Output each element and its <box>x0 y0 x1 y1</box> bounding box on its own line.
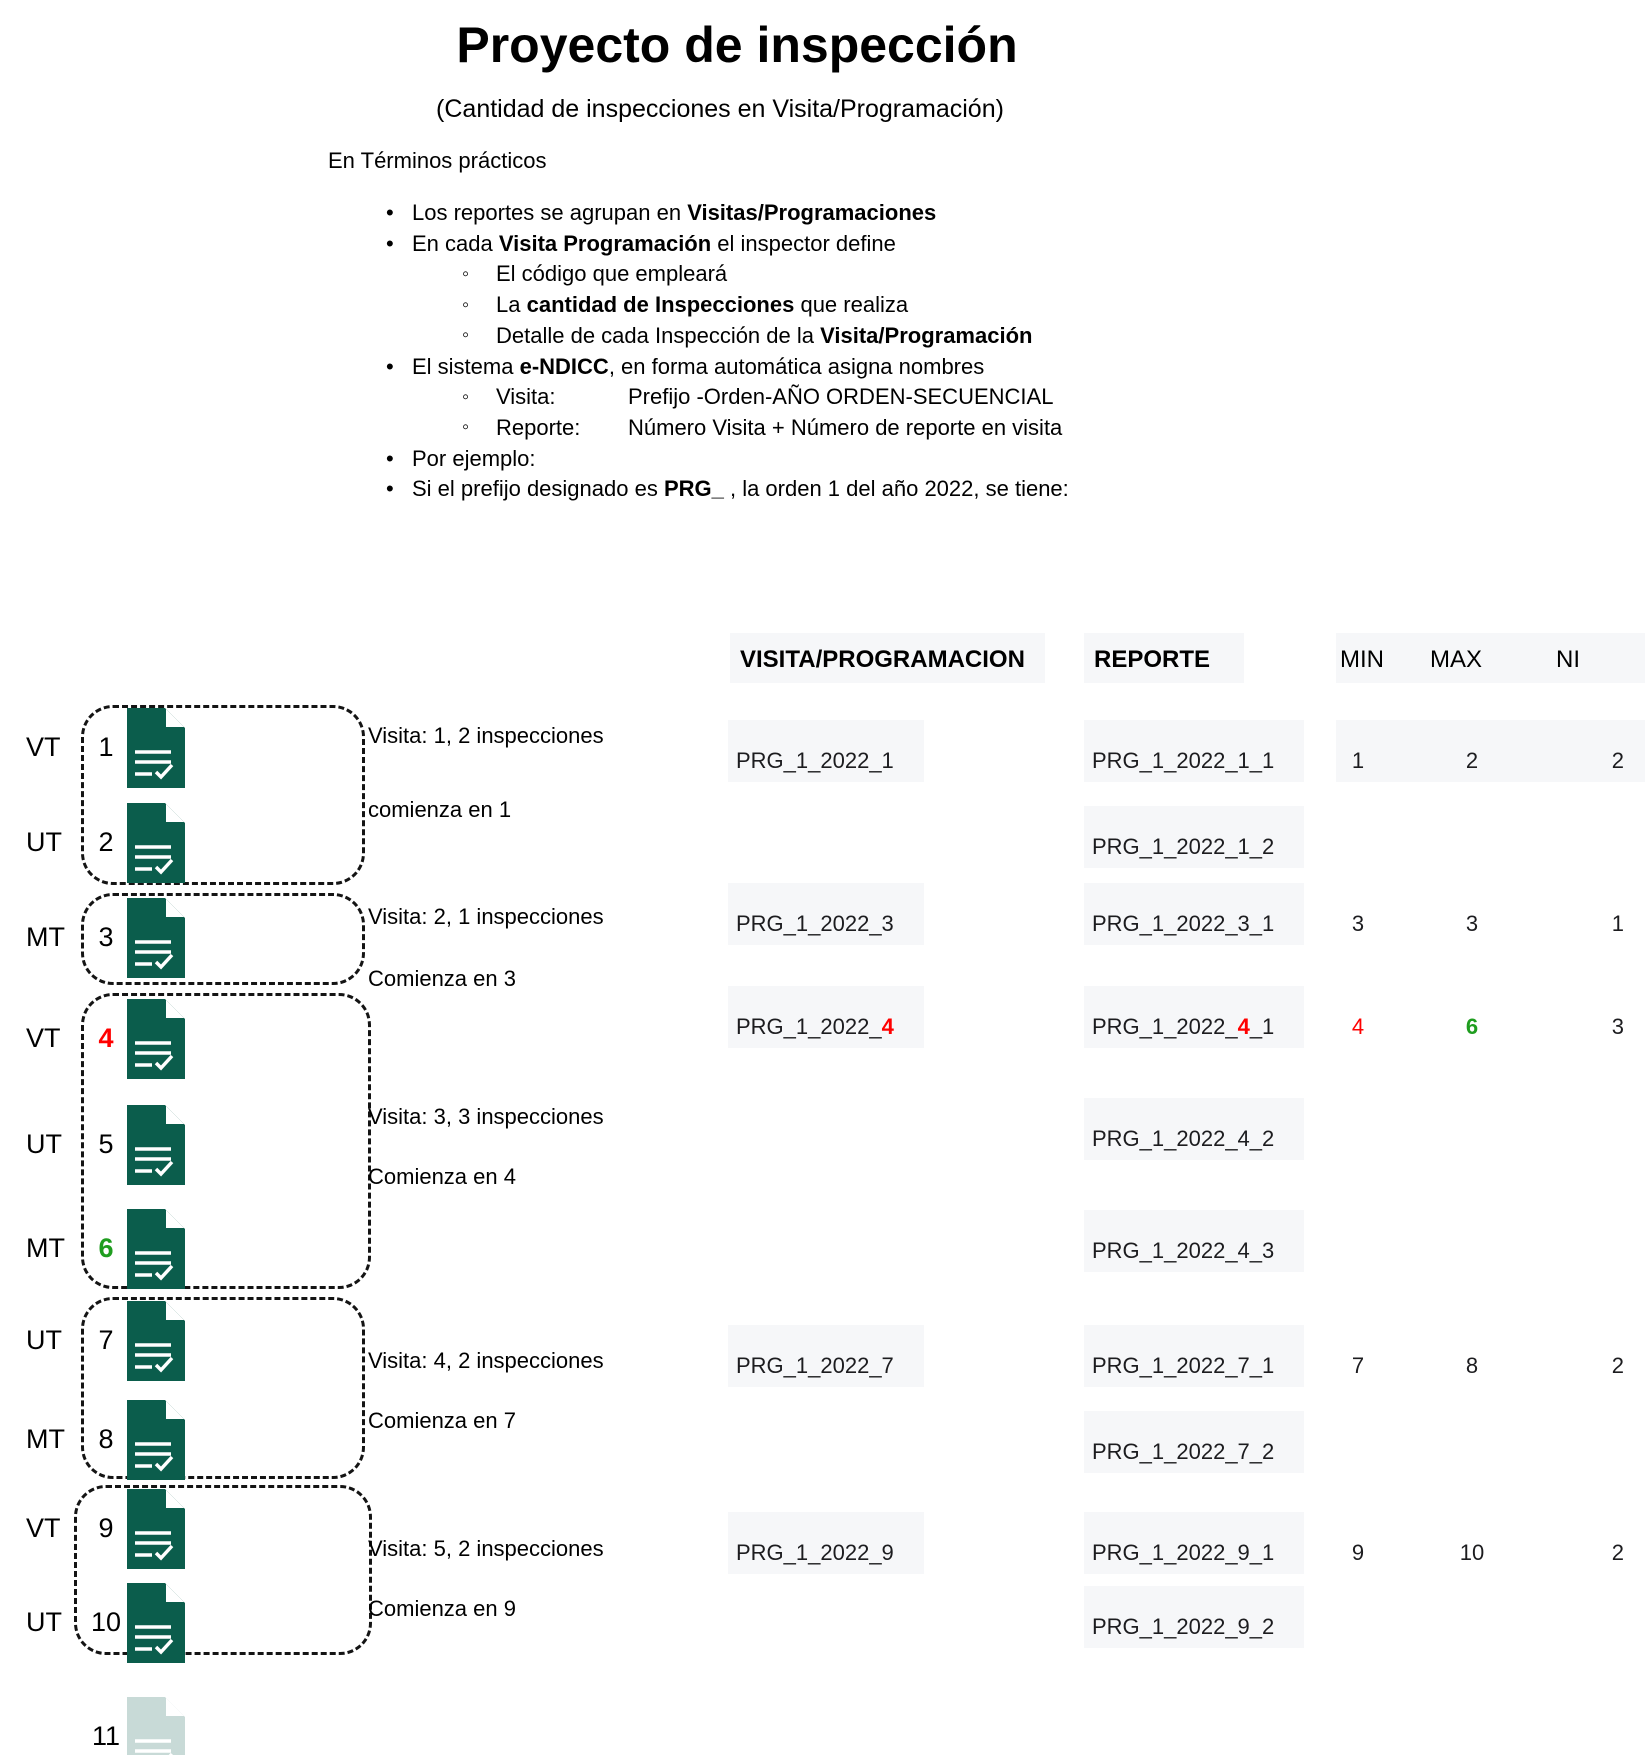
text-segment: Reporte: <box>496 414 581 440</box>
text-segment: PRG_1_2022_3 <box>736 911 894 936</box>
text-segment: PRG_1_2022_4_3 <box>1092 1238 1275 1263</box>
bullet-marker-icon: ◦ <box>462 262 470 285</box>
text-segment: PRG_1_2022_1_2 <box>1092 834 1275 859</box>
ni-value: 2 <box>1611 1540 1624 1565</box>
inspection-number: 1 <box>98 732 114 762</box>
comienza-description: Comienza en 7 <box>368 1408 516 1433</box>
min-value: 7 <box>1351 1353 1365 1378</box>
max-value: 2 <box>1465 748 1479 773</box>
comienza-description: Comienza en 3 <box>368 966 516 991</box>
text-segment: PRG_1_2022_7_2 <box>1092 1439 1275 1464</box>
page-subtitle: (Cantidad de inspecciones en Visita/Programación) <box>436 95 1004 123</box>
inspection-number: 6 <box>98 1233 114 1263</box>
bullet-item <box>386 198 936 228</box>
inspection-type-label: UT <box>26 1129 62 1159</box>
text-segment: Los reportes se agrupan en <box>412 200 688 225</box>
inspection-number: 2 <box>98 827 114 857</box>
bullet-marker-icon: ◦ <box>462 324 470 347</box>
text-segment: PRG_1_2022_9_1 <box>1092 1540 1275 1565</box>
text-segment: PRG_1_2022_ <box>1092 1014 1238 1039</box>
text-segment: Prefijo -Orden-AÑO ORDEN-SECUENCIAL <box>628 384 1054 410</box>
page-title: Proyecto de inspección <box>456 17 1018 73</box>
text-segment: Detalle de cada Inspección de la <box>496 322 821 348</box>
inspection-type-label: VT <box>26 1513 61 1543</box>
text-segment: PRG_1_2022_7 <box>736 1353 894 1378</box>
text-segment: PRG_1_2022_9_2 <box>1092 1614 1275 1639</box>
reporte-cell <box>1084 1411 1304 1473</box>
text-segment: PRG_1_2022_ <box>736 1014 882 1039</box>
text-segment: 4 <box>1237 1014 1250 1039</box>
bullet-item <box>462 413 1062 443</box>
text-segment: PRG_1_2022_3_1 <box>1092 911 1275 936</box>
document-icon <box>127 1697 185 1755</box>
column-header-reporte: REPORTE <box>1084 633 1244 683</box>
bullet-item <box>462 259 727 289</box>
inspection-type-label: VT <box>26 732 61 762</box>
bullet-item <box>386 229 896 259</box>
inspection-number: 3 <box>98 922 114 952</box>
text-segment: , la orden 1 del año 2022, se tiene: <box>723 476 1069 502</box>
inspection-number: 8 <box>98 1424 114 1454</box>
column-header-max: MAX <box>1430 646 1483 673</box>
intro-heading: En Términos prácticos <box>328 148 547 173</box>
ni-value: 1 <box>1611 911 1624 936</box>
bullet-item <box>386 352 984 382</box>
text-segment: En cada <box>412 230 499 256</box>
visita-description: Visita: 1, 2 inspecciones <box>368 723 604 748</box>
visita-description: Visita: 3, 3 inspecciones <box>368 1104 604 1129</box>
bullet-marker-icon: • <box>386 445 394 471</box>
min-value: 4 <box>1351 1014 1365 1039</box>
text-segment: Visita Programación <box>498 230 712 256</box>
column-header-min: MIN <box>1340 646 1384 673</box>
visita-description: Visita: 5, 2 inspecciones <box>368 1536 604 1561</box>
text-segment: que realiza <box>794 292 909 318</box>
visita-cell <box>728 883 924 945</box>
text-segment: _1 <box>1249 1014 1275 1039</box>
document-icon <box>127 898 185 983</box>
text-segment: e-NDICC <box>519 353 609 379</box>
inspection-type-label: MT <box>26 1424 65 1454</box>
visita-cell <box>728 1512 924 1574</box>
visita-description: Visita: 2, 1 inspecciones <box>368 904 604 929</box>
text-segment: el inspector define <box>711 230 896 256</box>
max-value: 8 <box>1465 1353 1479 1378</box>
text-segment: Visita/Programación <box>820 322 1033 348</box>
reporte-cell <box>1084 806 1304 868</box>
visita-cell <box>728 986 924 1048</box>
visita-cell <box>728 720 924 782</box>
bullet-item <box>462 290 908 320</box>
visita-cell <box>728 1325 924 1387</box>
text-segment: Número Visita + Número de reporte en visita <box>628 414 1063 440</box>
inspection-number: 11 <box>91 1721 121 1751</box>
text-segment: PRG_1_2022_7_1 <box>1092 1353 1275 1378</box>
inspection-number: 9 <box>98 1513 114 1543</box>
min-value: 3 <box>1351 911 1365 936</box>
document-icon <box>127 1105 185 1190</box>
bullet-marker-icon: • <box>386 476 394 502</box>
text-segment: 4 <box>881 1014 894 1039</box>
max-value: 10 <box>1459 1540 1485 1565</box>
bullet-item <box>462 382 1053 412</box>
document-icon <box>127 1583 185 1668</box>
column-header-ni: NI <box>1556 646 1580 673</box>
text-segment: Visitas/Programaciones <box>687 200 937 225</box>
text-segment: cantidad de Inspecciones <box>526 292 795 318</box>
text-segment: PRG_1_2022_4_2 <box>1092 1126 1275 1151</box>
reporte-cell <box>1084 1586 1304 1648</box>
ni-value: 3 <box>1611 1014 1624 1039</box>
text-segment: , en forma automática asigna nombres <box>608 353 985 379</box>
visita-description: Visita: 4, 2 inspecciones <box>368 1348 604 1373</box>
inspection-number: 4 <box>98 1023 114 1053</box>
bullet-marker-icon: • <box>386 200 394 225</box>
document-icon <box>127 708 185 793</box>
bullet-marker-icon: ◦ <box>462 416 470 439</box>
text-segment: Por ejemplo: <box>412 445 536 471</box>
inspection-number: 7 <box>98 1325 114 1355</box>
text-segment: El sistema <box>412 353 520 379</box>
bullet-marker-icon: • <box>386 230 394 256</box>
text-segment: PRG_1_2022_1 <box>736 748 894 773</box>
max-value: 3 <box>1465 911 1479 936</box>
bullet-item <box>386 474 1069 504</box>
reporte-cell <box>1084 1325 1304 1387</box>
reporte-cell <box>1084 1098 1304 1160</box>
document-icon <box>127 1209 185 1294</box>
bullet-item <box>386 444 536 474</box>
bullet-marker-icon: ◦ <box>462 293 470 316</box>
comienza-description: Comienza en 9 <box>368 1596 516 1621</box>
inspection-type-label: VT <box>26 1023 61 1053</box>
document-icon <box>127 999 185 1084</box>
document-icon <box>127 803 185 888</box>
document-icon <box>127 1301 185 1386</box>
text-segment: PRG_ <box>663 476 724 502</box>
comienza-description: comienza en 1 <box>368 797 512 822</box>
inspection-type-label: UT <box>26 1607 62 1637</box>
document-icon <box>127 1400 185 1485</box>
bullet-item <box>462 321 1032 351</box>
bullet-marker-icon: ◦ <box>462 385 470 408</box>
inspection-type-label: UT <box>26 1325 62 1355</box>
text-segment: El código que empleará <box>496 261 728 287</box>
text-segment: Visita: <box>496 384 556 410</box>
inspection-type-label: MT <box>26 922 65 952</box>
text-segment: PRG_1_2022_1_1 <box>1092 748 1275 773</box>
text-segment: Si el prefijo designado es <box>412 476 664 502</box>
comienza-description: Comienza en 4 <box>368 1164 516 1189</box>
reporte-cell <box>1084 883 1304 945</box>
inspection-type-label: MT <box>26 1233 65 1263</box>
inspection-type-label: UT <box>26 827 62 857</box>
inspection-number: 5 <box>98 1129 114 1159</box>
ni-value: 2 <box>1611 1353 1624 1378</box>
reporte-cell <box>1084 720 1304 782</box>
inspection-number: 10 <box>90 1607 122 1637</box>
max-value: 6 <box>1465 1014 1479 1039</box>
ni-value: 2 <box>1611 748 1624 773</box>
column-header-visita: VISITA/PROGRAMACION <box>730 633 1045 683</box>
text-segment: PRG_1_2022_9 <box>736 1540 894 1565</box>
text-segment: La <box>496 292 527 318</box>
min-value: 1 <box>1351 748 1365 773</box>
reporte-cell <box>1084 1512 1304 1574</box>
reporte-cell <box>1084 1210 1304 1272</box>
min-value: 9 <box>1351 1540 1365 1565</box>
reporte-cell <box>1084 986 1304 1048</box>
document-icon <box>127 1489 185 1574</box>
bullet-marker-icon: • <box>386 353 394 379</box>
